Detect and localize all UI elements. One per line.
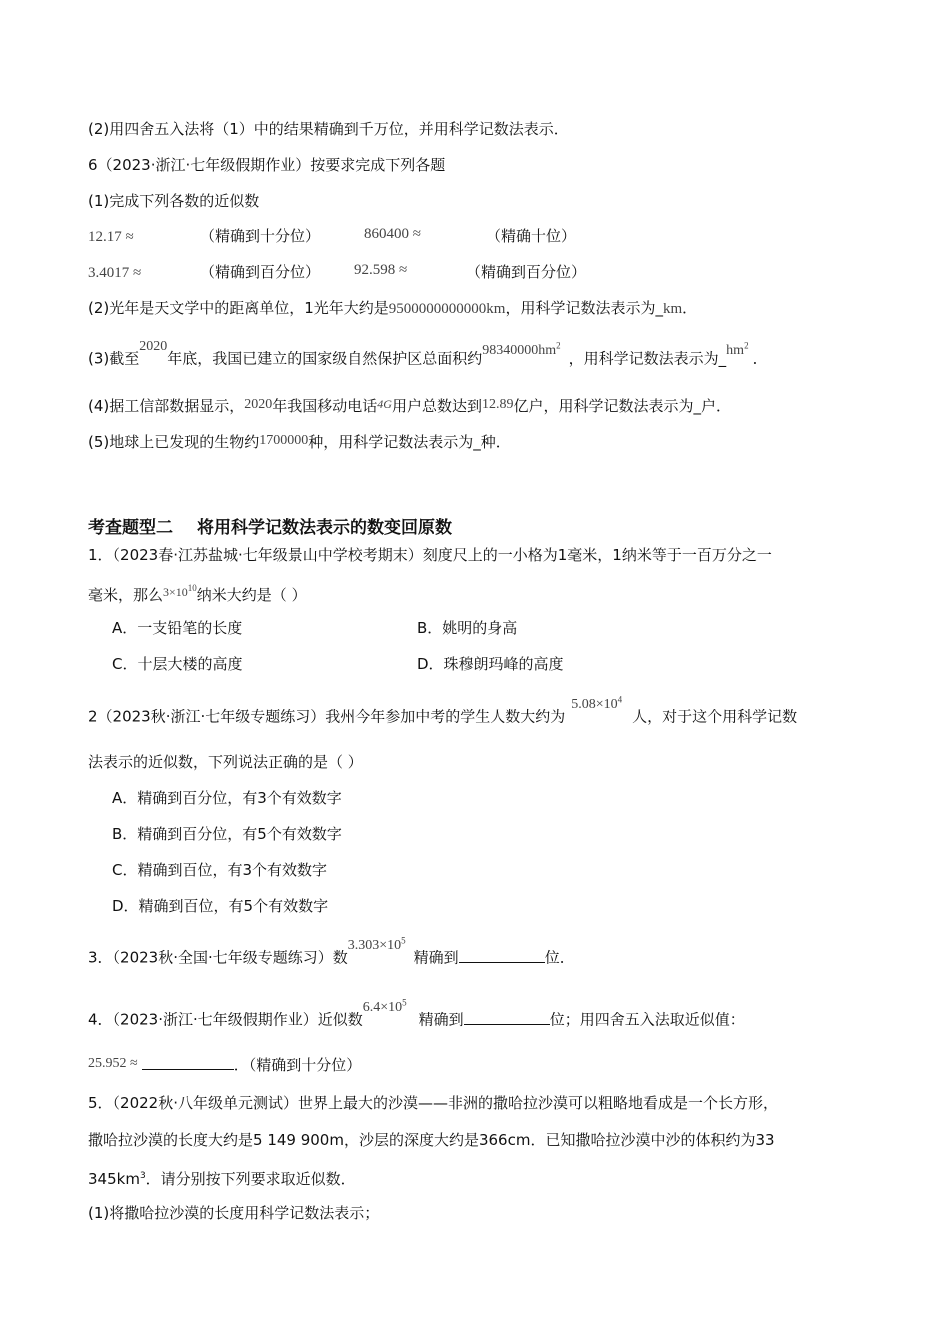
instruction: （精确到百分位） [200, 263, 321, 281]
option-c: C．精确到百位，有3个有效数字 [112, 861, 328, 879]
approx-row-1 [88, 226, 576, 247]
math-expression: 4G [377, 397, 392, 411]
math-expression: $3.303\times 10^5$ [347, 935, 406, 953]
question-3 [88, 935, 575, 970]
option-d: D．精确到百位，有5个有效数字 [112, 897, 329, 915]
unit: km [662, 301, 683, 317]
math-expression: $98340000hm^2$ [482, 340, 561, 358]
option-b: B．姚明的身高 [417, 619, 518, 637]
text-line: (2)用四舍五入法将（1）中的结果精确到千万位，并用科学记数法表示． [88, 120, 569, 138]
text: 4．（2023·浙江·七年级假期作业）近似数 [88, 1010, 363, 1029]
text: 年我国移动电话 [272, 397, 378, 415]
math-expression: 3.4017 ≈ [88, 265, 142, 281]
text: 亿户，用科学记数法表示为_户． [513, 397, 731, 415]
math-expression: 9500000000000km [388, 301, 506, 317]
instruction: （精确十位） [486, 227, 577, 245]
unit: $hm^2$ [726, 340, 749, 358]
text: 345km [88, 1170, 140, 1188]
text: 毫米，那么 [88, 586, 164, 604]
math-expression: 860400 ≈ [364, 226, 421, 242]
approx-row-2 [88, 262, 586, 283]
year: 2020 [139, 338, 168, 354]
math-expression: 92.598 ≈ [354, 262, 408, 278]
question-2-line-2: 法表示的近似数，下列说法正确的是（ ） [88, 753, 363, 771]
text: 人，对于这个用科学记数 [632, 707, 798, 726]
text: ，用科学记数法表示为_ [568, 349, 727, 368]
answer-blank[interactable] [464, 1010, 550, 1025]
text: 位；用四舍五入法取近似值： [549, 1010, 745, 1029]
question-6-part-5 [88, 432, 511, 454]
option-b: B．精确到百分位，有5个有效数字 [112, 825, 342, 843]
question-6-part-3 [88, 338, 768, 371]
text: ．请分别按下列要求取近似数． [145, 1170, 356, 1188]
option-c: C．十层大楼的高度 [112, 655, 243, 673]
section-subtitle: 将用科学记数法表示的数变回原数 [197, 518, 452, 538]
question-4-line-2 [88, 1055, 361, 1077]
text: ，用科学记数法表示为_ [505, 299, 663, 317]
option-a: A．精确到百分位，有3个有效数字 [112, 789, 342, 807]
section-heading [88, 517, 452, 539]
question-6: 6（2023·浙江·七年级假期作业）按要求完成下列各题 [88, 156, 446, 174]
question-5-line-3 [88, 1166, 356, 1189]
text: ． [752, 349, 768, 368]
superscript: 3 [139, 1171, 146, 1181]
instruction: （精确到百分位） [466, 263, 587, 281]
question-5-line-1: 5．（2022秋·八年级单元测试）世界上最大的沙漠——非洲的撒哈拉沙漠可以粗略地看成是一个长方形， [88, 1094, 778, 1112]
math-expression: $6.4\times 10^5$ [362, 997, 407, 1015]
question-4 [88, 997, 745, 1032]
math-expression: 3×1010 [163, 583, 197, 599]
text: 3．（2023秋·全国·七年级专题练习）数 [88, 948, 348, 967]
text: 精确到 [418, 1010, 464, 1029]
option-d: D．珠穆朗玛峰的高度 [417, 655, 564, 673]
answer-blank[interactable] [459, 948, 545, 963]
math-expression: 12.89 [481, 397, 514, 412]
text: (4)据工信部数据显示， [88, 397, 245, 415]
text: (2)光年是天文学中的距离单位，1光年大约是 [88, 299, 389, 317]
text: ．（精确到十分位） [233, 1056, 362, 1074]
question-6-part-2 [88, 298, 697, 319]
question-5-line-2: 撒哈拉沙漠的长度大约是5 149 900m，沙层的深度大约是366cm．已知撒哈拉沙漠中沙的体积约为33 [88, 1131, 775, 1149]
text: 种，用科学记数法表示为_种． [308, 433, 511, 451]
math-expression: 1700000 [259, 433, 309, 448]
text: (3)截至 [88, 349, 140, 368]
question-1-line-1: 1．（2023春·江苏盐城·七年级景山中学校考期末）刻度尺上的一小格为1毫米，1纳米等于一百万分之一 [88, 546, 772, 564]
math-expression: $5.08\times 10^4$ [571, 694, 623, 712]
option-a: A．一支铅笔的长度 [112, 619, 243, 637]
text: ． [682, 299, 698, 317]
section-title: 考查题型二 [88, 518, 173, 538]
text: 纳米大约是（ ） [196, 586, 307, 604]
answer-blank[interactable] [142, 1055, 234, 1070]
instruction: （精确到十分位） [200, 227, 321, 245]
text: 年底，我国已建立的国家级自然保护区总面积约 [167, 349, 483, 368]
question-6-part-1: (1)完成下列各数的近似数 [88, 192, 260, 210]
year: 2020 [244, 397, 273, 412]
question-6-part-4 [88, 396, 731, 418]
text: 位． [544, 948, 575, 967]
text: (5)地球上已发现的生物约 [88, 433, 260, 451]
question-5-part-1: (1)将撒哈拉沙漠的长度用科学记数法表示； [88, 1204, 380, 1222]
text: 2（2023秋·浙江·七年级专题练习）我州今年参加中考的学生人数大约为 [88, 707, 566, 726]
text: 精确到 [413, 948, 459, 967]
question-1-line-2 [88, 582, 307, 606]
math-expression: 12.17 ≈ [88, 229, 134, 245]
math-expression: 25.952 ≈ [88, 1056, 138, 1071]
question-2-line-1 [88, 694, 798, 729]
text: 用户总数达到 [391, 397, 482, 415]
